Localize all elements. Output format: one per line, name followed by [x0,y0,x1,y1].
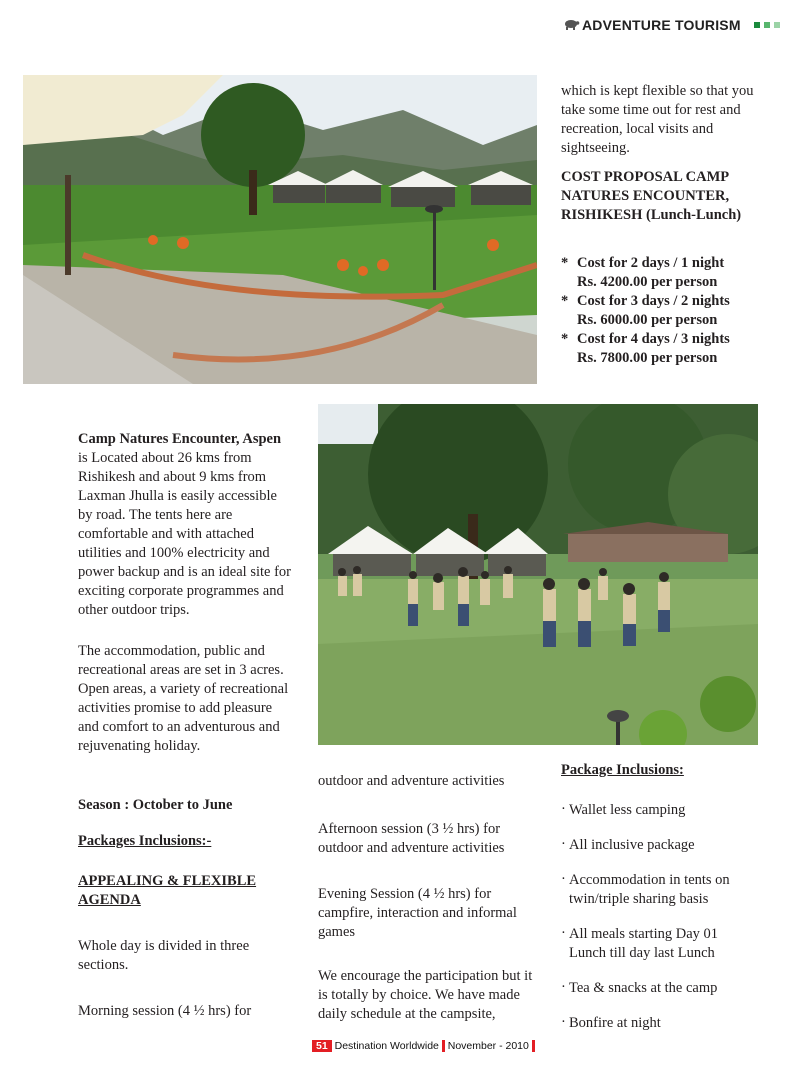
package-inclusions-heading: Package Inclusions: [561,762,684,778]
camp-lawn-photo [23,75,537,384]
page-number: 51 [312,1040,332,1052]
participation-text: We encourage the participation but it is totally by choice. We have made daily schedule at the campsite, [318,968,533,1022]
inclusion-text: Accommodation in tents on twin/triple sharing basis [569,872,730,907]
accent-square-2 [764,22,770,28]
accent-square-3 [774,22,780,28]
issue-date: November - 2010 [447,1040,529,1052]
footer-divider [442,1040,445,1052]
accent-square-1 [754,22,760,28]
cost-price: Rs. 6000.00 per person [577,312,718,328]
cost-item [561,292,761,330]
inclusion-item [561,979,756,998]
inclusions-list [561,801,756,1049]
camp-description [78,430,293,620]
accommodation-text: The accommodation, public and recreational areas are set in 3 acres. Open areas, a variety of recreational activities promise to add pleasure and comfort to an adventurous and rejuvenating holiday. [78,643,289,754]
packages-heading: Packages Inclusions:- [78,833,212,849]
bullet-dot: · [561,871,566,887]
cost-price: Rs. 7800.00 per person [577,350,718,366]
camp-name: Camp Natures Encounter, Aspen [78,431,282,447]
inclusion-item [561,836,756,855]
season-text: Season : October to June [78,797,233,813]
cost-duration: Cost for 4 days / 3 nights [577,331,730,347]
inclusion-item [561,1014,756,1033]
magazine-name: Destination Worldwide [334,1040,439,1052]
camp-location-text: is Located about 26 kms from Rishikesh and about 9 kms from Laxman Jhulla is easily accessible by road. The tents here are comfortable and with attached utilities and 100% electricity and power backup and is an ideal site for exciting corporate programmes and other outdoor trips. [78,450,291,618]
afternoon-session-text: Afternoon session (3 ½ hrs) for outdoor and adventure activities [318,821,505,856]
day-sections-text: Whole day is divided in three sections. [78,938,250,973]
evening-session-text: Evening Session (4 ½ hrs) for campfire, interaction and informal games [318,886,517,940]
inclusion-item [561,925,756,963]
flexible-schedule-text: which is kept flexible so that you take some time out for rest and recreation, local visits and sightseeing. [561,83,754,156]
footer-end-bar [532,1040,535,1052]
inclusion-item [561,871,756,909]
inclusion-text: Bonfire at night [569,1015,661,1031]
morning-session-text: Morning session (4 ½ hrs) for [78,1003,252,1019]
cost-duration: Cost for 2 days / 1 night [577,255,725,271]
cost-list [561,254,761,368]
morning-session-cont-text: outdoor and adventure activities [318,773,505,789]
inclusion-item [561,801,756,820]
cost-proposal-heading: COST PROPOSAL CAMP NATURES ENCOUNTER, RISHIKESH (Lunch-Lunch) [561,169,742,223]
asterisk-bullet: * [561,293,569,309]
bullet-dot: · [561,801,566,817]
agenda-heading: APPEALING & FLEXIBLE AGENDA [78,873,257,908]
turtle-icon [562,18,580,30]
bullet-dot: · [561,1014,566,1030]
section-title: ADVENTURE TOURISM [582,17,741,33]
inclusion-text: Tea & snacks at the camp [569,980,718,996]
bullet-dot: · [561,925,566,941]
asterisk-bullet: * [561,255,569,271]
inclusion-text: All inclusive package [569,837,695,853]
cost-duration: Cost for 3 days / 2 nights [577,293,730,309]
page-footer [312,1040,535,1052]
bullet-dot: · [561,979,566,995]
inclusion-text: Wallet less camping [569,802,686,818]
asterisk-bullet: * [561,331,569,347]
inclusion-text: All meals starting Day 01 Lunch till day last Lunch [569,926,719,961]
bullet-dot: · [561,836,566,852]
cost-price: Rs. 4200.00 per person [577,274,718,290]
cost-item [561,254,761,292]
section-header [560,14,785,36]
group-activity-photo [318,404,758,745]
cost-item [561,330,761,368]
